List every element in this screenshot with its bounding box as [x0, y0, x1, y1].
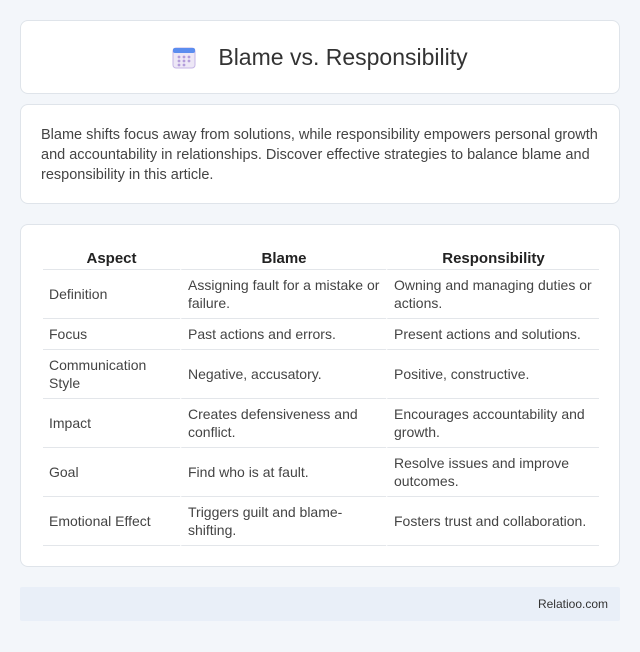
comparison-table	[43, 245, 599, 546]
cell-blame: Negative, accusatory.	[180, 350, 386, 399]
table-row	[43, 319, 599, 350]
table-row	[43, 399, 599, 448]
cell-blame: Creates defensiveness and conflict.	[180, 399, 386, 448]
cell-blame: Triggers guilt and blame-shifting.	[180, 497, 386, 546]
header-aspect: Aspect	[43, 245, 180, 270]
table-row	[43, 270, 599, 319]
cell-blame: Find who is at fault.	[180, 448, 386, 497]
cell-responsibility: Positive, constructive.	[386, 350, 599, 399]
page-title: Blame vs. Responsibility	[218, 43, 468, 70]
cell-aspect: Goal	[43, 448, 180, 497]
cell-responsibility: Owning and managing duties or actions.	[386, 270, 599, 319]
table-row	[43, 350, 599, 399]
header-responsibility: Responsibility	[386, 245, 599, 270]
cell-responsibility: Present actions and solutions.	[386, 319, 599, 350]
header-blame: Blame	[180, 245, 386, 270]
cell-aspect: Focus	[43, 319, 180, 350]
cell-responsibility: Resolve issues and improve outcomes.	[386, 448, 599, 497]
cell-blame: Assigning fault for a mistake or failure.	[180, 270, 386, 319]
cell-aspect: Definition	[43, 270, 180, 319]
cell-responsibility: Encourages accountability and growth.	[386, 399, 599, 448]
cell-aspect: Communication Style	[43, 350, 180, 399]
comparison-card	[20, 224, 620, 567]
footer-brand[interactable]: Relatioo.com	[537, 597, 608, 611]
cell-responsibility: Fosters trust and collaboration.	[386, 497, 599, 546]
intro-text: Blame shifts focus away from solutions, while responsibility empowers personal growth and accountability in relationships. Discover effective strategies to balance blame and responsibility in this article.	[41, 127, 598, 183]
calendar-icon	[172, 45, 196, 69]
header-card	[20, 20, 620, 94]
cell-blame: Past actions and errors.	[180, 319, 386, 350]
cell-aspect: Impact	[43, 399, 180, 448]
table-row	[43, 497, 599, 546]
intro-card	[20, 104, 620, 204]
footer	[20, 587, 620, 621]
cell-aspect: Emotional Effect	[43, 497, 180, 546]
table-row	[43, 448, 599, 497]
table-header-row	[43, 245, 599, 270]
